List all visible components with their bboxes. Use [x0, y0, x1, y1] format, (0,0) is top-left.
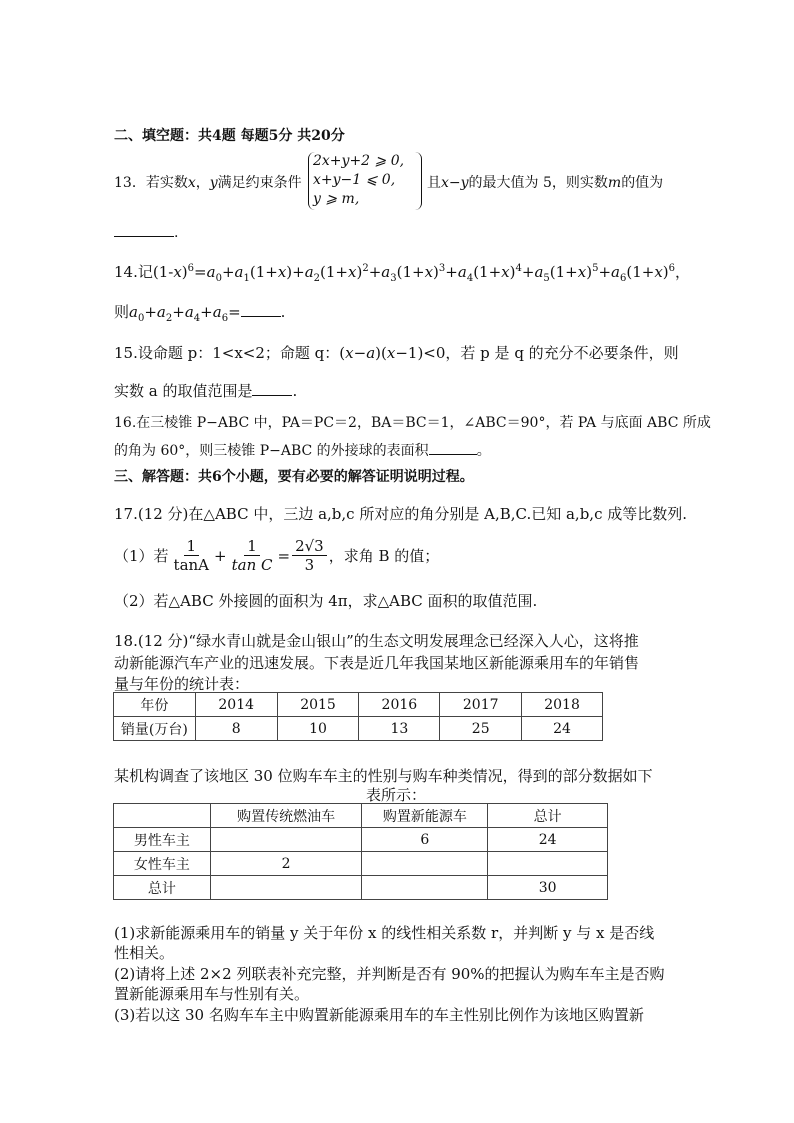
table-cell: 8	[195, 717, 277, 741]
q13-lead: 13．若实数x，y满足约束条件	[114, 175, 302, 191]
section-2-heading: 二、填空题：共4题 每题5分 共20分	[114, 128, 345, 144]
blank-line[interactable]	[241, 304, 281, 317]
q16-line-1: 16.在三棱锥 P−ABC 中，PA＝PC＝2，BA＝BC＝1，∠ABC＝90°，若 PA 与底面 ABC 所成	[114, 415, 711, 431]
q18-sub1-line-2: 性相关。	[114, 944, 175, 962]
table-row	[114, 804, 608, 828]
q14-line-1: 14.记$(1-x)^6=a_0+a_1(1+x)+a_2(1+x)^2+a_3(1+x)^3+a_4(1+x)^4+a_5(1+x)^5+a_6(1+x)^6$，	[114, 263, 691, 284]
blank-line[interactable]	[252, 383, 292, 396]
table-cell: 13	[359, 717, 440, 741]
table-cell: 2018	[522, 693, 603, 717]
table-cell: 销量(万台)	[114, 717, 196, 741]
table-cell: 2015	[277, 693, 359, 717]
table-row	[114, 828, 608, 852]
table-cell	[362, 876, 488, 900]
fraction-1-over-tanA: $\frac{1}{\tan A}$	[173, 537, 210, 574]
q15-line-1: 15.设命题 p：1<x<2；命题 q：(x−a)(x−1)<0，若 p 是 q 的充分不必要条件，则	[114, 344, 679, 362]
q13-condition-3: y ⩾ m,	[313, 191, 360, 207]
q18-sub3-line-1: (3)若以这 30 名购车车主中购置新能源乘用车的车主性别比例作为该地区购置新	[114, 1006, 644, 1024]
q18-sub2-line-2: 置新能源乘用车与性别有关。	[114, 985, 310, 1003]
table-cell: 男性车主	[114, 828, 211, 852]
table-cell: 2014	[195, 693, 277, 717]
survey-line-1: 某机构调查了该地区 30 位购车车主的性别与购车种类情况，得到的部分数据如下	[114, 767, 653, 785]
table-cell: 2016	[359, 693, 440, 717]
table-cell: 2	[210, 852, 362, 876]
table-cell	[210, 828, 362, 852]
q14-expansion: $(1-x)^6=a_0+a_1(1+x)+a_2(1+x)^2+a_3(1+x)^3+a_4(1+x)^4+a_5(1+x)^5+a_6(1+x)^6$，	[152, 263, 691, 284]
table-cell	[210, 876, 362, 900]
table-cell: 购置新能源车	[362, 804, 488, 828]
contingency-table	[113, 803, 608, 900]
q14-sum-expression: $a_0+a_2+a_4+a_6=$	[129, 303, 241, 324]
q13-condition-1: 2x+y+2 ⩾ 0,	[313, 153, 405, 169]
table-cell: 24	[522, 717, 603, 741]
table-cell	[114, 804, 211, 828]
survey-line-2: 表所示：	[366, 786, 427, 804]
table-cell: 购置传统燃油车	[210, 804, 362, 828]
q13-tail: 且x−y的最大值为 5，则实数m的值为	[427, 175, 664, 191]
table-cell: 6	[362, 828, 488, 852]
q18-sub2-line-1: (2)请将上述 2×2 列联表补充完整，并判断是否有 90%的把握认为购车车主是否购	[114, 965, 665, 983]
table-cell: 24	[488, 828, 608, 852]
q14-line-2: 则$a_0+a_2+a_4+a_6=$ .	[114, 303, 286, 324]
table-cell: 女性车主	[114, 852, 211, 876]
table-cell: 总计	[488, 804, 608, 828]
blank-line[interactable]	[429, 442, 477, 455]
fraction-2sqrt3-over-3: $\frac{2√3}{3}$	[292, 537, 327, 574]
q18-sub1-line-1: (1)求新能源乘用车的销量 y 关于年份 x 的线性相关系数 r，并判断 y 与 x 是否线	[114, 924, 655, 942]
q18-line-1: 18.(12 分)“绿水青山就是金山银山”的生态文明发展理念已经深入人心，这将推	[114, 632, 639, 650]
q15-inequality: (x−a)(x−1)<0	[339, 344, 446, 362]
q18-line-2: 动新能源汽车产业的迅速发展。下表是近几年我国某地区新能源乘用车的年销售	[114, 654, 640, 672]
table-cell	[362, 852, 488, 876]
blank-line[interactable]	[114, 224, 174, 237]
table-row	[114, 852, 608, 876]
table-row	[114, 876, 608, 900]
table-cell: 10	[277, 717, 359, 741]
table-cell: 年份	[114, 693, 196, 717]
q18-line-3: 量与年份的统计表：	[114, 675, 250, 693]
q13-condition-2: x+y−1 ⩽ 0,	[313, 172, 396, 188]
q15-line-2: 实数 a 的取值范围是 .	[114, 382, 298, 400]
table-cell: 25	[440, 717, 522, 741]
table-cell: 30	[488, 876, 608, 900]
q17-intro: 17.(12 分)在△ABC 中，三边 a,b,c 所对应的角分别是 A,B,C.已知 a,b,c 成等比数列.	[114, 505, 688, 523]
table-row	[114, 693, 603, 717]
table-row	[114, 717, 603, 741]
table-cell: 2017	[440, 693, 522, 717]
table-cell: 总计	[114, 876, 211, 900]
q13-right-brace	[415, 152, 422, 210]
q13-answer-blank[interactable]: .	[114, 224, 178, 241]
section-3-heading: 三、解答题：共6个小题，要有必要的解答证明说明过程。	[114, 469, 474, 485]
q17-part-2: （2）若△ABC 外接圆的面积为 4π，求△ABC 面积的取值范围.	[114, 592, 538, 610]
fraction-1-over-tanC: $\frac{1}{\text{tan C}}$	[231, 537, 273, 574]
q16-line-2: 的角为 60°，则三棱锥 P−ABC 的外接球的表面积 。	[114, 443, 491, 459]
sales-table	[113, 692, 603, 741]
q17-part-1: （1）若 $\frac{1}{\tan A}$ + $\frac{1}{\text{tan C}}$ = $\frac{2√3}{3}$ ，求角 B 的值；	[114, 537, 440, 574]
table-cell	[488, 852, 608, 876]
